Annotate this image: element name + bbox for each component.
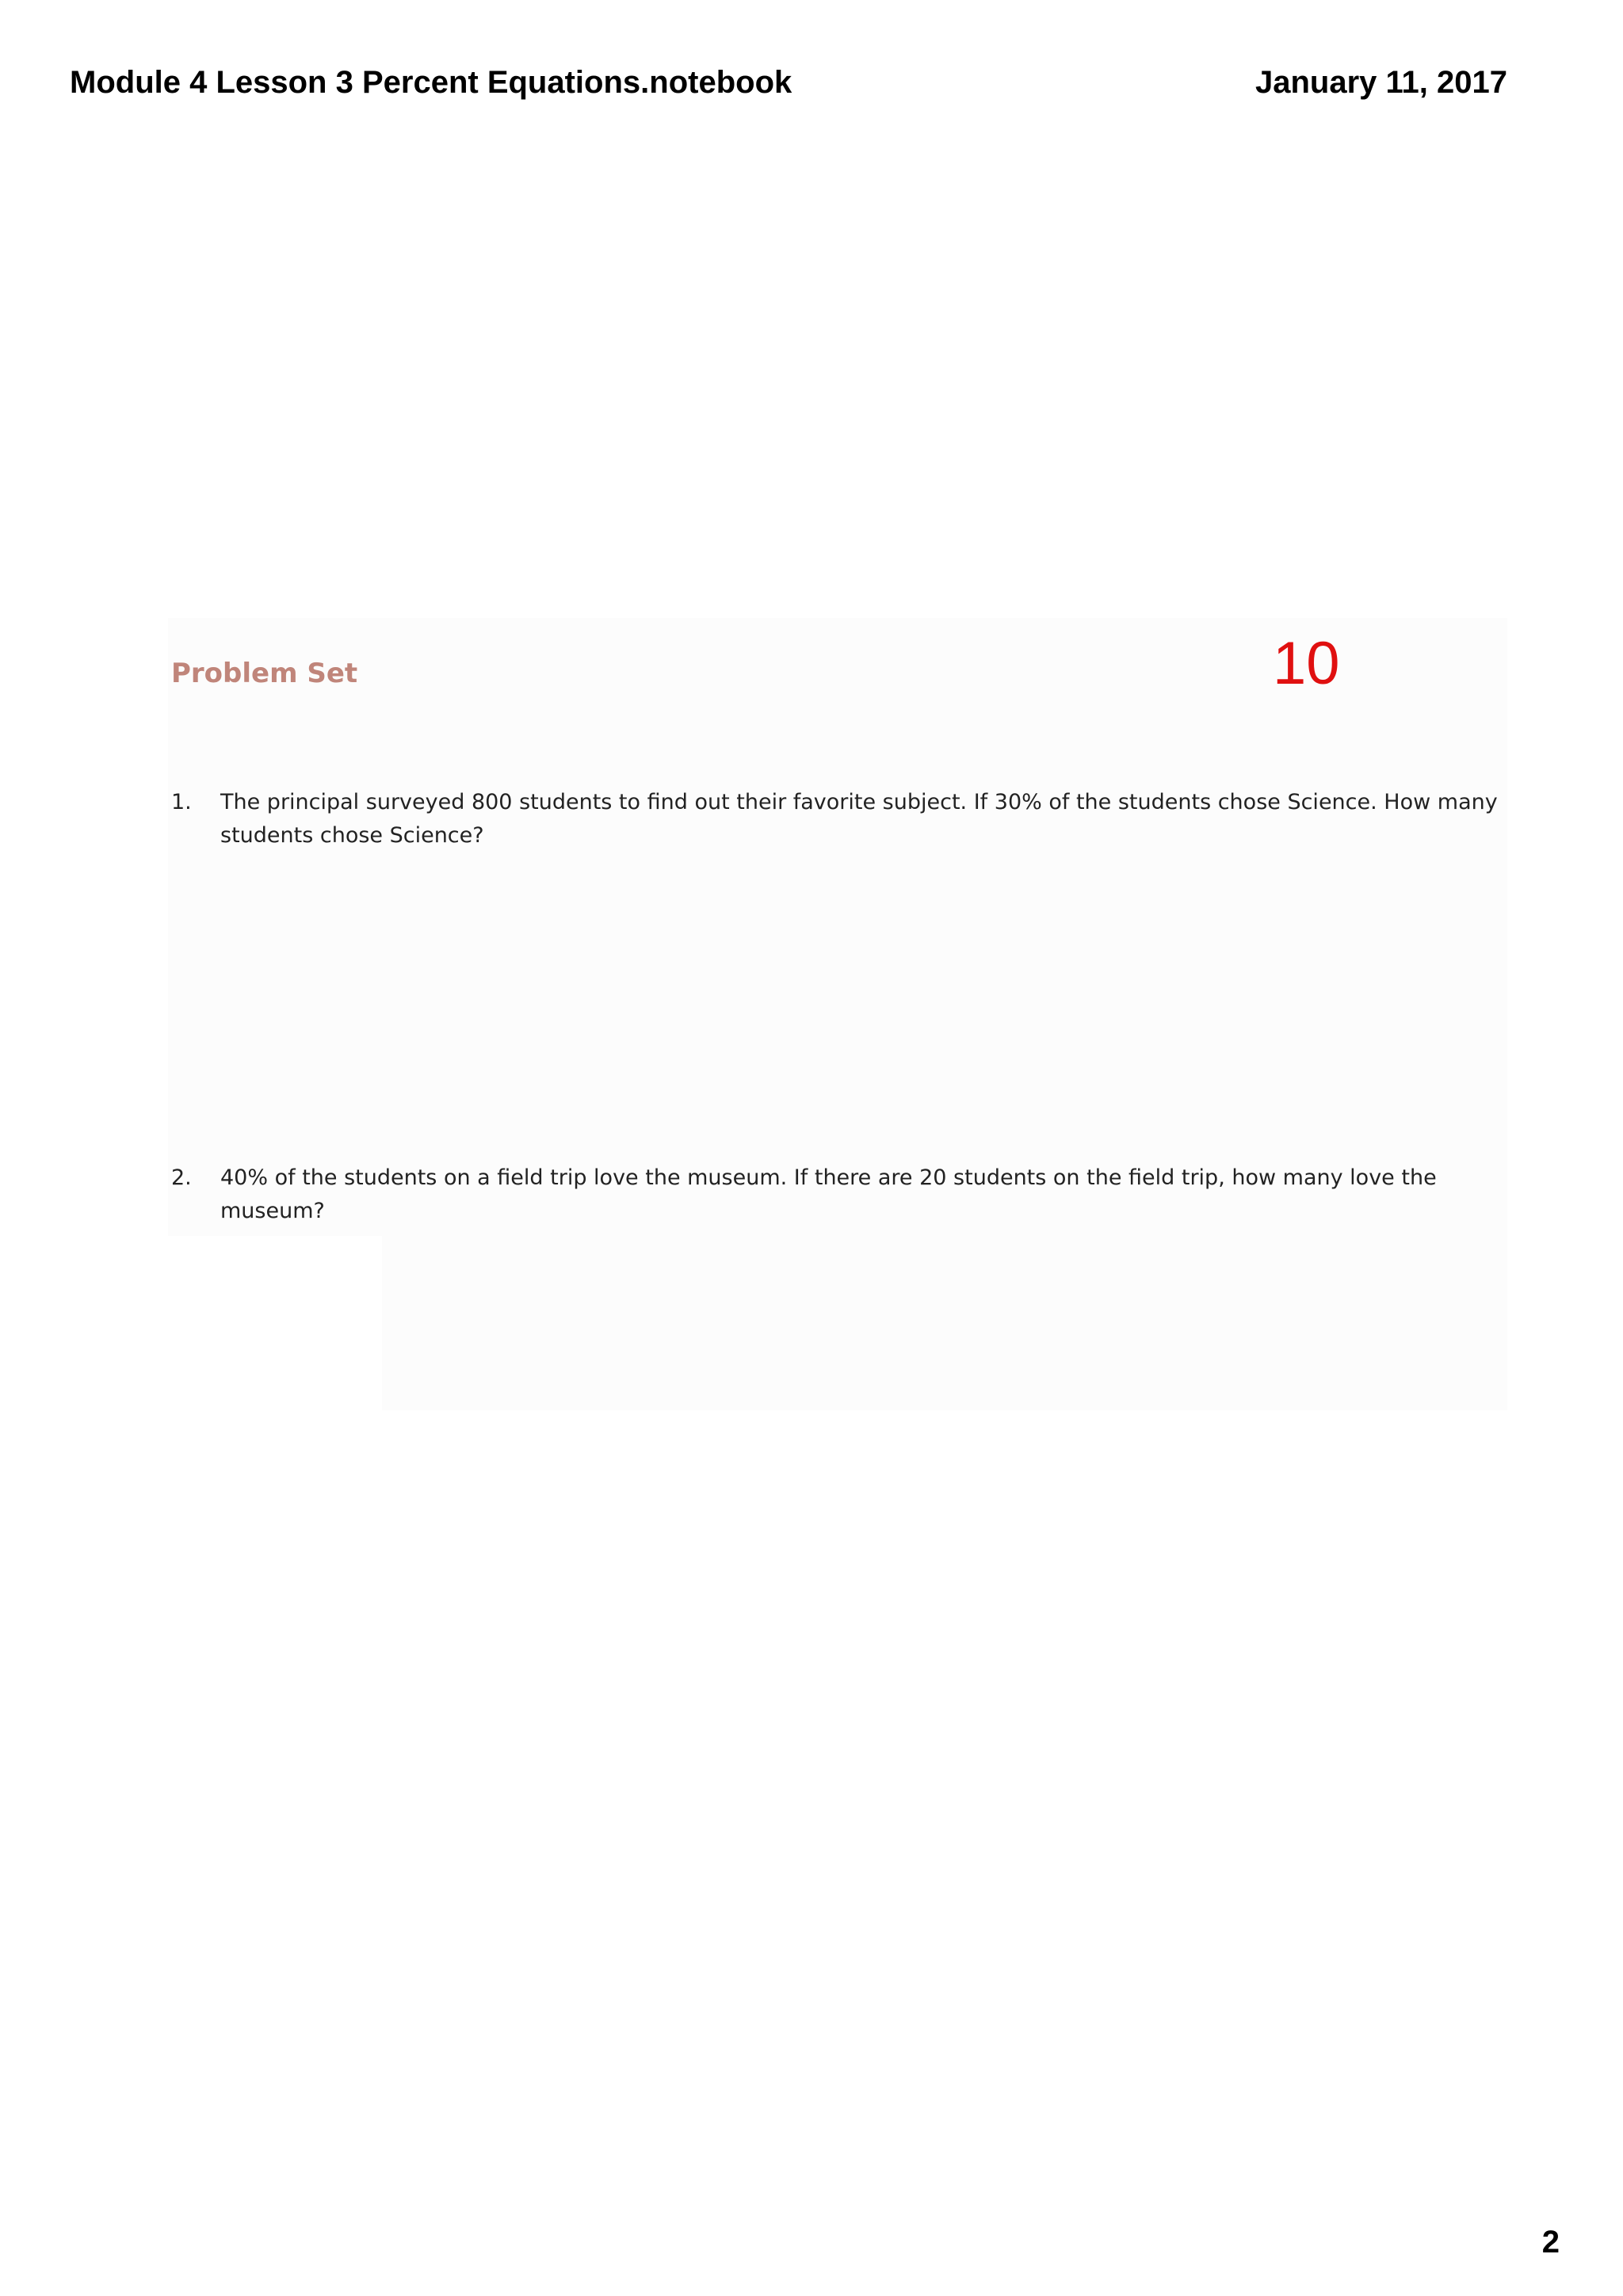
problem-text: 40% of the students on a field trip love the museum. If there are 20 students on the field trip, how many love the museum? [220, 1165, 1437, 1223]
page-number: 2 [1541, 2225, 1560, 2260]
problem-text: The principal surveyed 800 students to find out their favorite subject. If 30% of the students chose Science. How many students chose Science? [220, 790, 1498, 848]
slide-background-mask [168, 1236, 382, 1426]
score-annotation: 10 [1273, 630, 1340, 697]
section-title: Problem Set [171, 658, 358, 689]
problem-number: 1. [171, 790, 192, 814]
problem-number: 2. [171, 1165, 192, 1190]
document-title: Module 4 Lesson 3 Percent Equations.notebook [70, 65, 792, 100]
document-date: January 11, 2017 [1254, 65, 1507, 100]
